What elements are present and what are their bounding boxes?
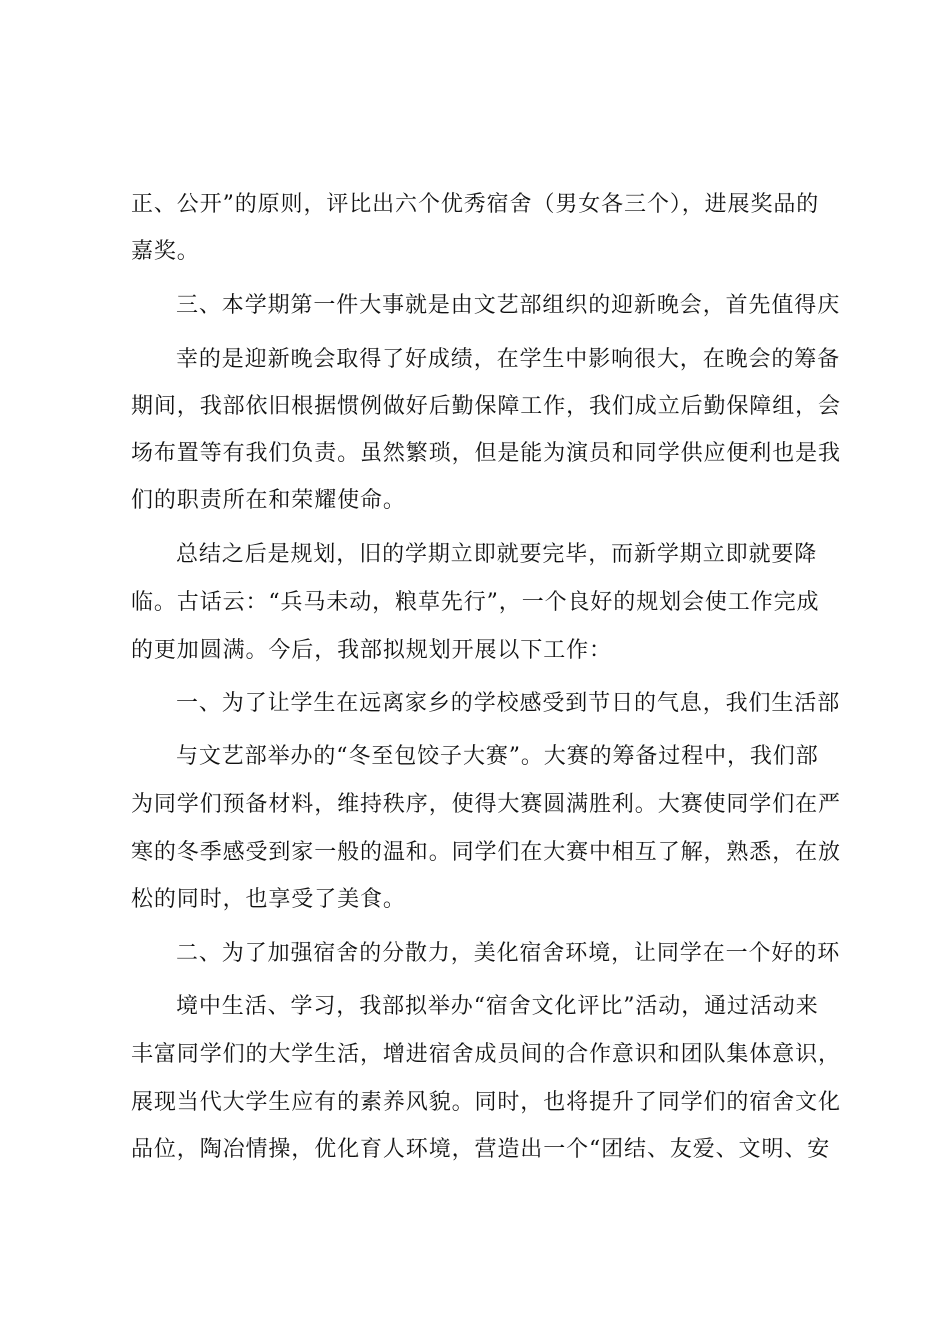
text-line: 们的职责所在和荣耀使命。 <box>131 488 406 513</box>
text-line: 二、为了加强宿舍的分散力，美化宿舍环境，让同学在一个好的环 <box>176 941 841 966</box>
text-line: 品位，陶冶情操，优化育人环境，营造出一个“团结、友爱、文明、安 <box>131 1137 831 1162</box>
text-line: 丰富同学们的大学生活，增进宿舍成员间的合作意识和团队集体意识， <box>131 1042 841 1067</box>
text-line: 为同学们预备材料，维持秩序，使得大赛圆满胜利。大赛使同学们在严 <box>131 792 841 817</box>
text-line: 嘉奖。 <box>131 239 200 264</box>
text-line: 境中生活、学习，我部拟举办“宿舍文化评比”活动，通过活动来 <box>176 994 819 1019</box>
text-line: 寒的冬季感受到家一般的温和。同学们在大赛中相互了解，熟悉，在放 <box>131 840 841 865</box>
text-line: 三、本学期第一件大事就是由文艺部组织的迎新晚会，首先值得庆 <box>176 293 841 318</box>
text-line: 幸的是迎新晚会取得了好成绩，在学生中影响很大，在晚会的筹备 <box>176 347 841 372</box>
text-line: 期间，我部依旧根据惯例做好后勤保障工作，我们成立后勤保障组，会 <box>131 394 841 419</box>
text-line: 场布置等有我们负责。虽然繁琐，但是能为演员和同学供应便利也是我 <box>131 441 841 466</box>
text-line: 临。古话云：“兵马未动，粮草先行”，一个良好的规划会使工作完成 <box>131 590 820 615</box>
text-line: 的更加圆满。今后，我部拟规划开展以下工作： <box>131 638 612 663</box>
text-line: 与文艺部举办的“冬至包饺子大赛”。大赛的筹备过程中，我们部 <box>176 744 819 769</box>
text-line: 总结之后是规划，旧的学期立即就要完毕，而新学期立即就要降 <box>176 542 818 567</box>
text-line: 正、公开”的原则，评比出六个优秀宿舍（男女各三个），进展奖品的 <box>131 192 820 217</box>
text-line: 展现当代大学生应有的素养风貌。同时，也将提升了同学们的宿舍文化 <box>131 1090 841 1115</box>
text-line: 松的同时，也享受了美食。 <box>131 887 406 912</box>
text-line: 一、为了让学生在远离家乡的学校感受到节日的气息，我们生活部 <box>176 691 841 716</box>
